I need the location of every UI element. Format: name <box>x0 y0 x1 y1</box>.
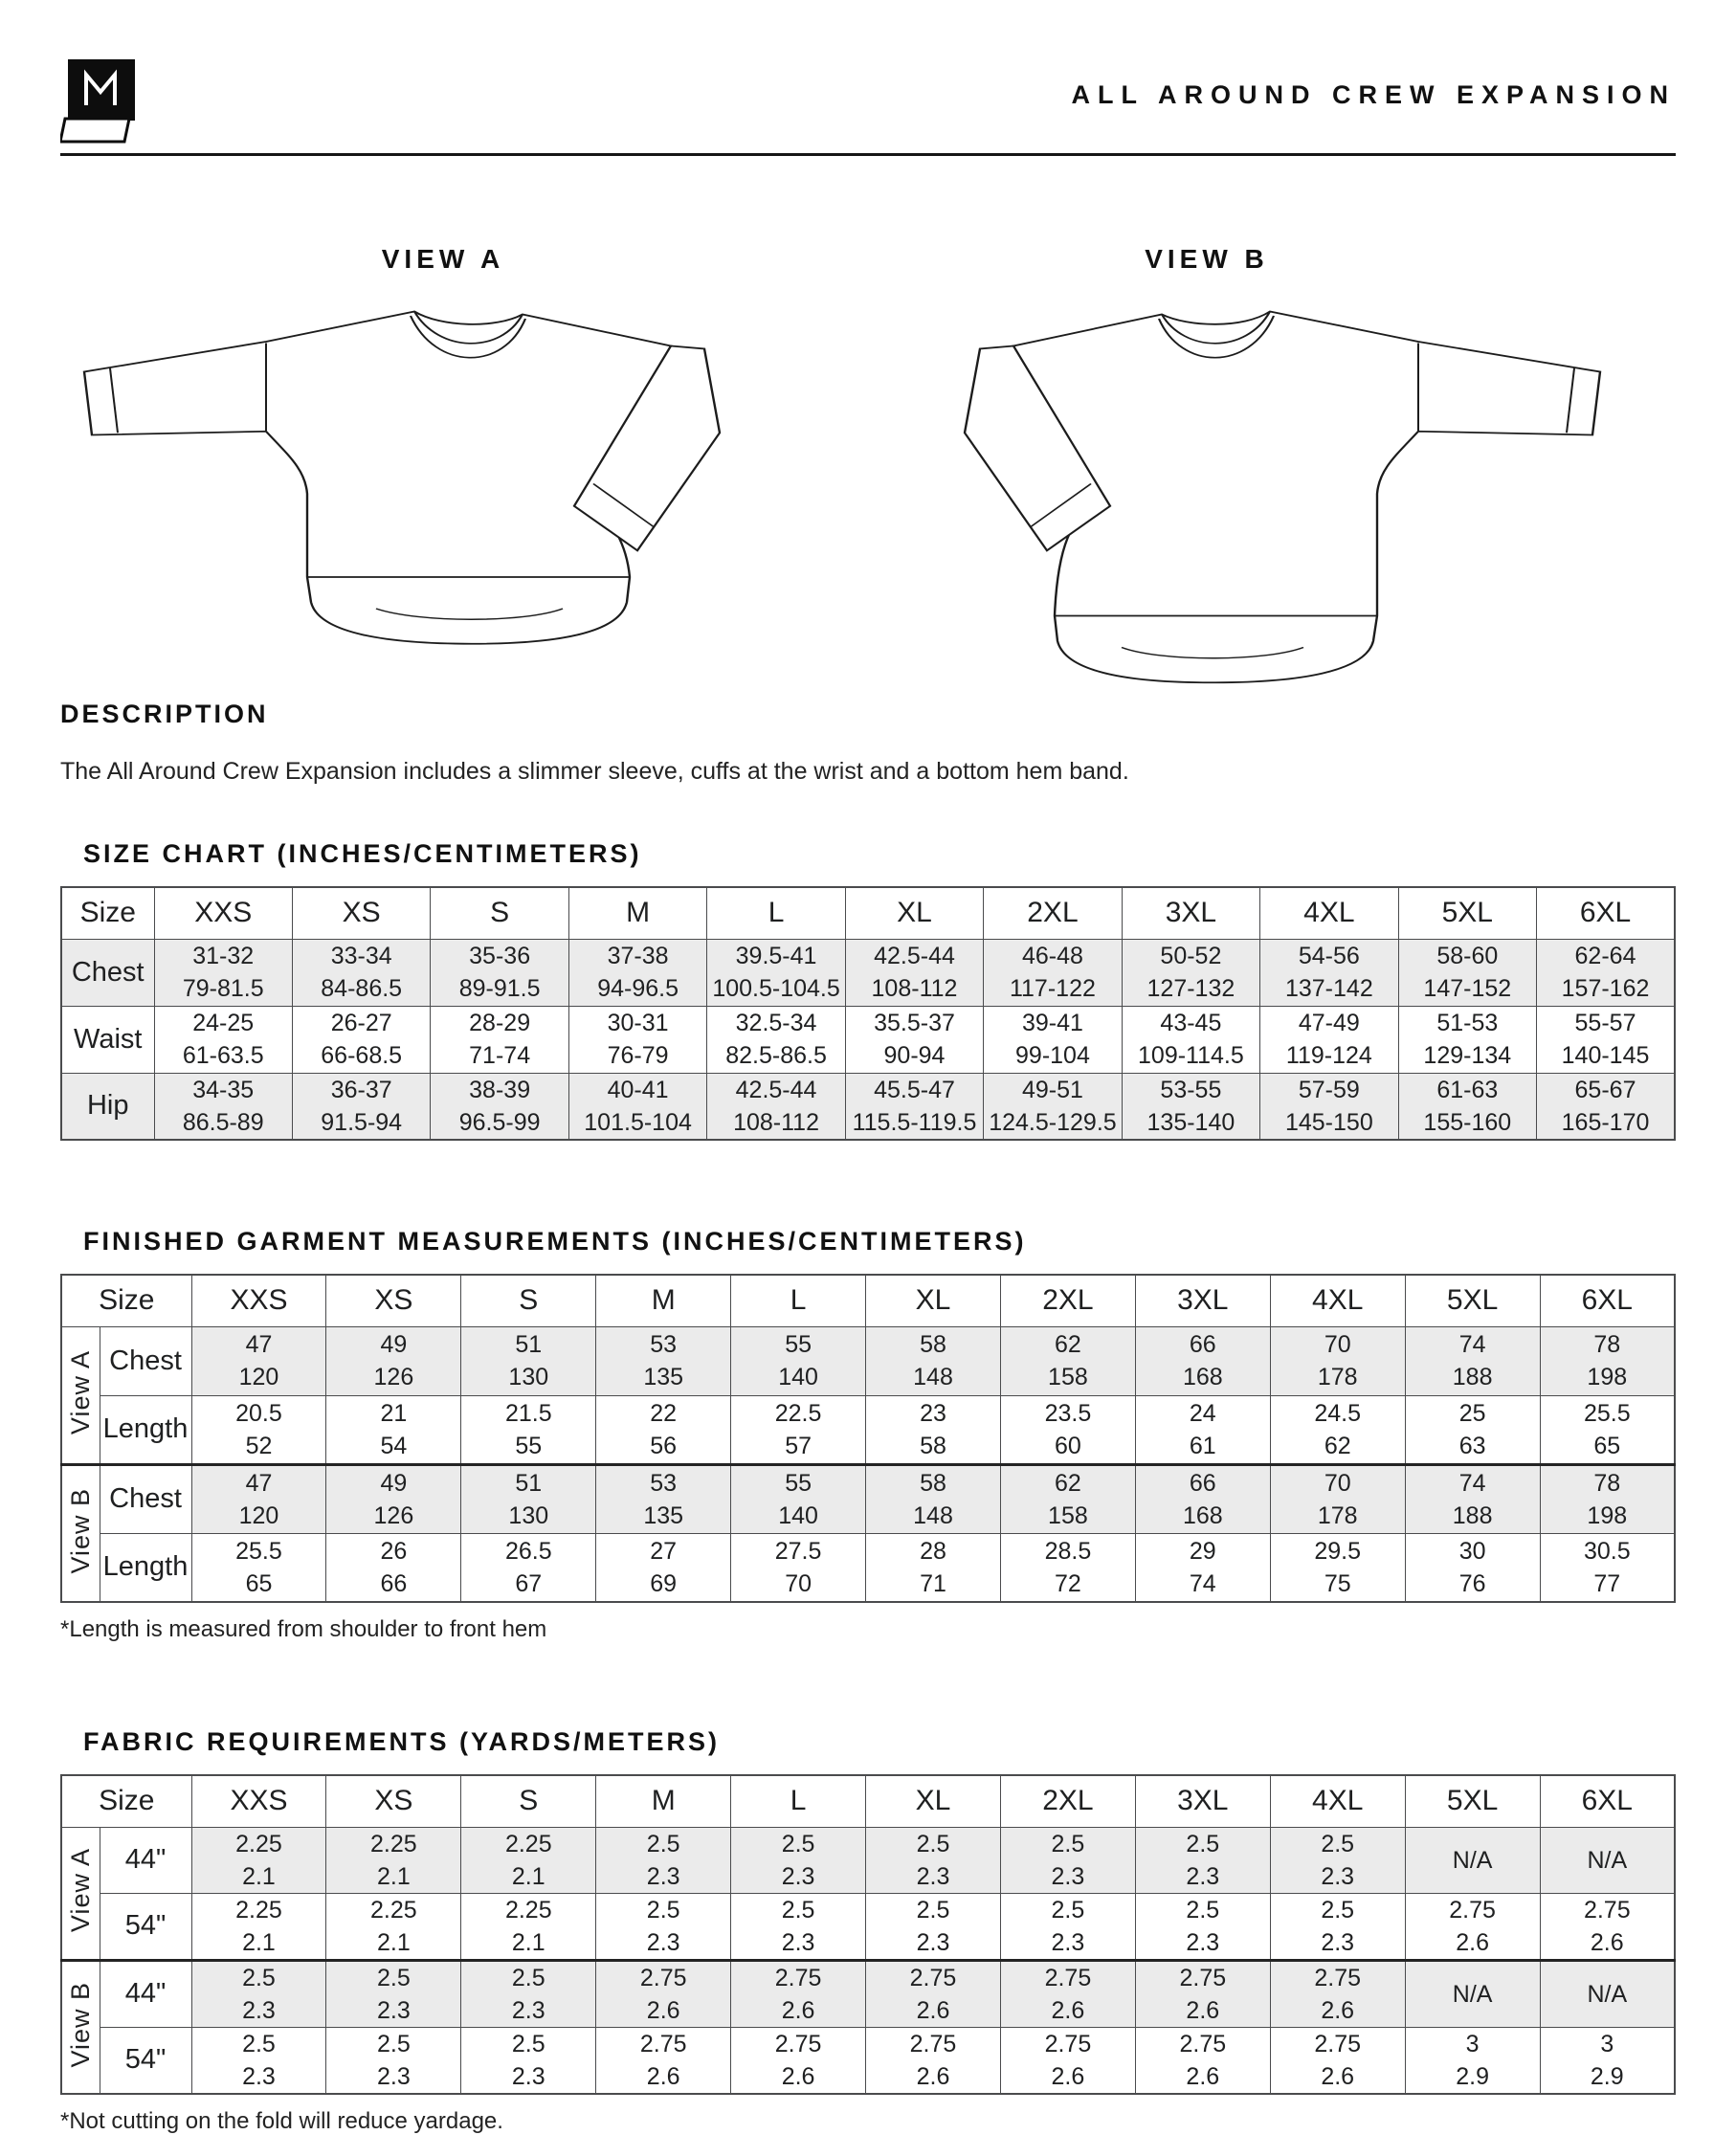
measurement-cell: 2.5 2.3 <box>461 1960 596 2027</box>
measurement-cell: 2.75 2.6 <box>1000 1960 1135 2027</box>
measurement-cell: 2.5 2.3 <box>191 1960 326 2027</box>
measurement-cell: 50-52 127-132 <box>1122 939 1259 1006</box>
column-header-2xl: 2XL <box>1000 1275 1135 1326</box>
column-header-xs: XS <box>292 887 430 939</box>
measurement-cell: 27.5 70 <box>731 1533 866 1602</box>
measurement-cell: 2.5 2.3 <box>731 1893 866 1960</box>
measurement-cell: 58 148 <box>866 1326 1001 1395</box>
column-header-l: L <box>707 887 845 939</box>
measurement-cell: 2.75 2.6 <box>1405 1893 1540 1960</box>
row-label: Chest <box>100 1464 191 1533</box>
measurement-cell: 55-57 140-145 <box>1537 1006 1675 1073</box>
measurement-cell: 55 140 <box>731 1464 866 1533</box>
measurement-cell: 3 2.9 <box>1540 2027 1675 2094</box>
measurement-cell: 2.25 2.1 <box>461 1827 596 1893</box>
measurement-cell: 62-64 157-162 <box>1537 939 1675 1006</box>
measurement-cell: 26 66 <box>326 1533 461 1602</box>
measurement-cell: 2.5 2.3 <box>1270 1893 1405 1960</box>
measurement-cell: 36-37 91.5-94 <box>292 1073 430 1140</box>
column-header-2xl: 2XL <box>1000 1775 1135 1827</box>
measurement-cell: 42.5-44 108-112 <box>707 1073 845 1140</box>
measurement-cell: 2.5 2.3 <box>596 1827 731 1893</box>
measurement-cell: 2.5 2.3 <box>1000 1893 1135 1960</box>
column-header-6xl: 6XL <box>1540 1275 1675 1326</box>
description-text: The All Around Crew Expansion includes a slimmer sleeve, cuffs at the wrist and a bottom hem band. <box>60 758 1129 785</box>
measurement-cell: 65-67 165-170 <box>1537 1073 1675 1140</box>
measurement-cell: N/A <box>1405 1827 1540 1893</box>
illustration-gap <box>826 244 910 686</box>
measurement-cell: 39.5-41 100.5-104.5 <box>707 939 845 1006</box>
measurement-cell: 2.75 2.6 <box>1135 1960 1270 2027</box>
size-chart <box>60 886 1676 1141</box>
size-column-header: Size <box>61 1275 191 1326</box>
column-header-2xl: 2XL <box>984 887 1122 939</box>
measurement-cell: 53 135 <box>596 1464 731 1533</box>
measurement-cell: 39-41 99-104 <box>984 1006 1122 1073</box>
measurement-cell: 53-55 135-140 <box>1122 1073 1259 1140</box>
measurement-cell: 51-53 129-134 <box>1398 1006 1536 1073</box>
measurement-cell: 26-27 66-68.5 <box>292 1006 430 1073</box>
row-label: Chest <box>100 1326 191 1395</box>
column-header-l: L <box>731 1775 866 1827</box>
measurement-cell: 37-38 94-96.5 <box>568 939 706 1006</box>
measurement-cell: 66 168 <box>1135 1326 1270 1395</box>
column-header-xs: XS <box>326 1775 461 1827</box>
measurement-cell: 2.75 2.6 <box>1135 2027 1270 2094</box>
measurement-cell: 2.5 2.3 <box>461 2027 596 2094</box>
column-header-xs: XS <box>326 1275 461 1326</box>
row-label: Waist <box>61 1006 154 1073</box>
page-header <box>60 0 1676 147</box>
column-header-m: M <box>596 1775 731 1827</box>
column-header-l: L <box>731 1275 866 1326</box>
header-divider <box>60 153 1676 156</box>
measurement-cell: 49-51 124.5-129.5 <box>984 1073 1122 1140</box>
measurement-cell: 35.5-37 90-94 <box>845 1006 983 1073</box>
measurement-cell: 2.75 2.6 <box>596 1960 731 2027</box>
row-label: 54" <box>100 2027 191 2094</box>
measurement-cell: 57-59 145-150 <box>1260 1073 1398 1140</box>
row-label: 54" <box>100 1893 191 1960</box>
measurement-cell: 2.5 2.3 <box>1135 1893 1270 1960</box>
measurement-cell: N/A <box>1405 1960 1540 2027</box>
column-header-s: S <box>461 1275 596 1326</box>
measurement-cell: 70 178 <box>1270 1464 1405 1533</box>
column-header-5xl: 5XL <box>1398 887 1536 939</box>
column-header-s: S <box>461 1775 596 1827</box>
measurement-cell: 24.5 62 <box>1270 1395 1405 1464</box>
column-header-5xl: 5XL <box>1405 1775 1540 1827</box>
column-header-5xl: 5XL <box>1405 1275 1540 1326</box>
table-row <box>61 2027 1675 2094</box>
measurement-cell: 62 158 <box>1000 1464 1135 1533</box>
measurement-cell: 46-48 117-122 <box>984 939 1122 1006</box>
measurement-cell: 78 198 <box>1540 1326 1675 1395</box>
view-group-label: View B <box>61 1464 100 1602</box>
measurement-cell: 74 188 <box>1405 1464 1540 1533</box>
size-column-header: Size <box>61 1775 191 1827</box>
measurement-cell: 40-41 101.5-104 <box>568 1073 706 1140</box>
measurement-cell: 58-60 147-152 <box>1398 939 1536 1006</box>
measurement-cell: 58 148 <box>866 1464 1001 1533</box>
measurement-cell: 47-49 119-124 <box>1260 1006 1398 1073</box>
measurement-cell: 38-39 96.5-99 <box>431 1073 568 1140</box>
column-header-xl: XL <box>845 887 983 939</box>
column-header-3xl: 3XL <box>1122 887 1259 939</box>
column-header-3xl: 3XL <box>1135 1275 1270 1326</box>
measurement-cell: 2.75 2.6 <box>1000 2027 1135 2094</box>
measurement-cell: 2.5 2.3 <box>326 2027 461 2094</box>
measurement-cell: 53 135 <box>596 1326 731 1395</box>
measurement-cell: 24-25 61-63.5 <box>154 1006 292 1073</box>
view-group-label: View B <box>61 1960 100 2094</box>
table-row <box>61 1464 1675 1533</box>
column-header-4xl: 4XL <box>1260 887 1398 939</box>
column-header-m: M <box>568 887 706 939</box>
measurement-cell: 2.75 2.6 <box>596 2027 731 2094</box>
row-label: Hip <box>61 1073 154 1140</box>
measurement-cell: 2.25 2.1 <box>461 1893 596 1960</box>
column-header-4xl: 4XL <box>1270 1775 1405 1827</box>
measurement-cell: 33-34 84-86.5 <box>292 939 430 1006</box>
view-b-illustration <box>910 284 1676 686</box>
measurement-cell: 26.5 67 <box>461 1533 596 1602</box>
measurement-cell: 55 140 <box>731 1326 866 1395</box>
measurement-cell: 25.5 65 <box>1540 1395 1675 1464</box>
measurement-cell: 30-31 76-79 <box>568 1006 706 1073</box>
table-row <box>61 939 1675 1006</box>
finished-measurements <box>60 1274 1676 1603</box>
row-label: Length <box>100 1395 191 1464</box>
view-a-illustration <box>60 284 826 686</box>
measurement-cell: 78 198 <box>1540 1464 1675 1533</box>
measurement-cell: 34-35 86.5-89 <box>154 1073 292 1140</box>
size-column-header: Size <box>61 887 154 939</box>
measurement-cell: 2.5 2.3 <box>1000 1827 1135 1893</box>
measurement-cell: 51 130 <box>461 1326 596 1395</box>
measurement-cell: 2.5 2.3 <box>866 1827 1001 1893</box>
table-row <box>61 1960 1675 2027</box>
measurement-cell: 27 69 <box>596 1533 731 1602</box>
measurement-cell: 25 63 <box>1405 1395 1540 1464</box>
logo-tab <box>60 119 129 142</box>
size-chart-table <box>60 886 1676 1141</box>
table-row <box>61 1326 1675 1395</box>
measurement-cell: 2.25 2.1 <box>326 1893 461 1960</box>
measurement-cell: 28.5 72 <box>1000 1533 1135 1602</box>
measurement-cell: 2.5 2.3 <box>1270 1827 1405 1893</box>
page-title: ALL AROUND CREW EXPANSION <box>1071 80 1676 109</box>
measurement-cell: 43-45 109-114.5 <box>1122 1006 1259 1073</box>
measurement-cell: 47 120 <box>191 1326 326 1395</box>
view-group-label: View A <box>61 1827 100 1960</box>
measurement-cell: 2.75 2.6 <box>1540 1893 1675 1960</box>
measurement-cell: 30.5 77 <box>1540 1533 1675 1602</box>
table-row <box>61 1395 1675 1464</box>
measurement-cell: 45.5-47 115.5-119.5 <box>845 1073 983 1140</box>
finished-measurements-heading: FINISHED GARMENT MEASUREMENTS (INCHES/CENTIMETERS) <box>83 1227 1027 1256</box>
measurement-cell: 23.5 60 <box>1000 1395 1135 1464</box>
measurement-cell: 21 54 <box>326 1395 461 1464</box>
measurement-cell: 32.5-34 82.5-86.5 <box>707 1006 845 1073</box>
measurement-cell: 2.25 2.1 <box>326 1827 461 1893</box>
measurement-cell: 35-36 89-91.5 <box>431 939 568 1006</box>
brand-logo <box>60 59 141 147</box>
table-row <box>61 1893 1675 1960</box>
row-label: 44" <box>100 1827 191 1893</box>
table-row <box>61 1827 1675 1893</box>
finished-measurements-table <box>60 1274 1676 1603</box>
measurement-cell: 25.5 65 <box>191 1533 326 1602</box>
table-row <box>61 1533 1675 1602</box>
length-footnote: *Length is measured from shoulder to front hem <box>60 1616 547 1642</box>
view-group-label: View A <box>61 1326 100 1464</box>
measurement-cell: 20.5 52 <box>191 1395 326 1464</box>
measurement-cell: 62 158 <box>1000 1326 1135 1395</box>
measurement-cell: 54-56 137-142 <box>1260 939 1398 1006</box>
column-header-xl: XL <box>866 1775 1001 1827</box>
measurement-cell: N/A <box>1540 1960 1675 2027</box>
measurement-cell: 2.75 2.6 <box>1270 1960 1405 2027</box>
fabric-footnote: *Not cutting on the fold will reduce yardage. <box>60 2107 503 2134</box>
measurement-cell: 28 71 <box>866 1533 1001 1602</box>
measurement-cell: 2.5 2.3 <box>1135 1827 1270 1893</box>
measurement-cell: 3 2.9 <box>1405 2027 1540 2094</box>
measurement-cell: 22.5 57 <box>731 1395 866 1464</box>
measurement-cell: 2.5 2.3 <box>866 1893 1001 1960</box>
table-row <box>61 1006 1675 1073</box>
row-label: 44" <box>100 1960 191 2027</box>
view-a-column <box>60 244 826 686</box>
measurement-cell: 70 178 <box>1270 1326 1405 1395</box>
measurement-cell: 51 130 <box>461 1464 596 1533</box>
measurement-cell: 2.75 2.6 <box>866 2027 1001 2094</box>
illustrations-row <box>60 244 1676 686</box>
column-header-xxs: XXS <box>191 1275 326 1326</box>
size-chart-heading: SIZE CHART (INCHES/CENTIMETERS) <box>83 839 642 868</box>
measurement-cell: 2.75 2.6 <box>731 1960 866 2027</box>
measurement-cell: 31-32 79-81.5 <box>154 939 292 1006</box>
measurement-cell: 2.5 2.3 <box>596 1893 731 1960</box>
measurement-cell: 42.5-44 108-112 <box>845 939 983 1006</box>
measurement-cell: 21.5 55 <box>461 1395 596 1464</box>
measurement-cell: 66 168 <box>1135 1464 1270 1533</box>
description-heading: DESCRIPTION <box>60 700 269 728</box>
column-header-6xl: 6XL <box>1540 1775 1675 1827</box>
column-header-4xl: 4XL <box>1270 1275 1405 1326</box>
column-header-3xl: 3XL <box>1135 1775 1270 1827</box>
measurement-cell: 2.75 2.6 <box>1270 2027 1405 2094</box>
measurement-cell: 29 74 <box>1135 1533 1270 1602</box>
measurement-cell: 47 120 <box>191 1464 326 1533</box>
column-header-s: S <box>431 887 568 939</box>
measurement-cell: 74 188 <box>1405 1326 1540 1395</box>
measurement-cell: 24 61 <box>1135 1395 1270 1464</box>
measurement-cell: 28-29 71-74 <box>431 1006 568 1073</box>
measurement-cell: 30 76 <box>1405 1533 1540 1602</box>
measurement-cell: 2.75 2.6 <box>866 1960 1001 2027</box>
measurement-cell: 2.5 2.3 <box>326 1960 461 2027</box>
column-header-xl: XL <box>866 1275 1001 1326</box>
measurement-cell: 2.5 2.3 <box>191 2027 326 2094</box>
measurement-cell: 29.5 75 <box>1270 1533 1405 1602</box>
measurement-cell: 23 58 <box>866 1395 1001 1464</box>
fabric-requirements <box>60 1774 1676 2095</box>
column-header-xxs: XXS <box>191 1775 326 1827</box>
row-label: Length <box>100 1533 191 1602</box>
measurement-cell: 22 56 <box>596 1395 731 1464</box>
fabric-requirements-table <box>60 1774 1676 2095</box>
column-header-m: M <box>596 1275 731 1326</box>
measurement-cell: 61-63 155-160 <box>1398 1073 1536 1140</box>
view-b-title: VIEW B <box>1145 244 1269 274</box>
view-a-title: VIEW A <box>381 244 505 274</box>
row-label: Chest <box>61 939 154 1006</box>
measurement-cell: 49 126 <box>326 1464 461 1533</box>
measurement-cell: 2.25 2.1 <box>191 1893 326 1960</box>
view-b-column <box>910 244 1676 686</box>
measurement-cell: 49 126 <box>326 1326 461 1395</box>
table-row <box>61 1073 1675 1140</box>
measurement-cell: N/A <box>1540 1827 1675 1893</box>
measurement-cell: 2.25 2.1 <box>191 1827 326 1893</box>
measurement-cell: 2.5 2.3 <box>731 1827 866 1893</box>
column-header-xxs: XXS <box>154 887 292 939</box>
column-header-6xl: 6XL <box>1537 887 1675 939</box>
measurement-cell: 2.75 2.6 <box>731 2027 866 2094</box>
fabric-requirements-heading: FABRIC REQUIREMENTS (YARDS/METERS) <box>83 1727 721 1756</box>
